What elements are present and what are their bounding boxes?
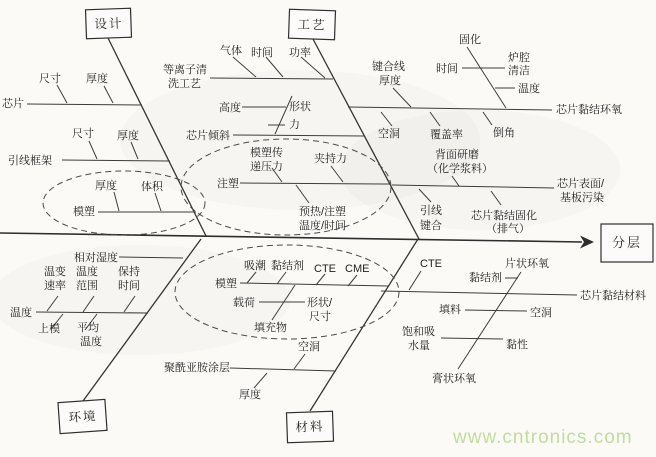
label-power: 功率 — [289, 47, 311, 59]
label-injection: 注塑 — [217, 178, 239, 190]
label-pi-thickness: 厚度 — [239, 389, 261, 401]
label-leadframe-size: 尺寸 — [72, 128, 94, 140]
label-saturation-1: 饱和吸 — [402, 326, 435, 338]
label-leadframe: 引线框架 — [8, 155, 52, 167]
material-box — [286, 411, 333, 443]
label-chip-size: 尺寸 — [39, 73, 61, 85]
label-ramp-2: 速率 — [44, 280, 66, 292]
label-saturation-2: 水量 — [408, 340, 430, 352]
label-height: 高度 — [219, 102, 241, 114]
label-filler-material: 填充物 — [254, 322, 287, 334]
label-wirebond-2: 键合 — [420, 220, 442, 232]
label-furnace-2: 清洁 — [508, 65, 530, 77]
label-furnace-1: 炉腔 — [508, 52, 530, 64]
label-epoxy: 芯片黏结环氧 — [556, 104, 622, 116]
label-humidity: 相对湿度 — [74, 252, 118, 264]
label-molding-volume: 体积 — [141, 181, 163, 193]
label-time: 时间 — [251, 47, 273, 59]
label-bondwire-1: 键合线 — [372, 61, 405, 73]
label-design-molding: 模塑 — [73, 206, 95, 218]
effect-label: 分层 — [611, 235, 643, 250]
label-da-void: 空洞 — [530, 307, 552, 319]
label-wirebond-1: 引线 — [420, 205, 442, 217]
label-epoxy-void: 空洞 — [378, 128, 400, 140]
label-range-2: 范围 — [76, 280, 98, 292]
label-backgrind-1: 背面研磨 — [435, 149, 479, 161]
material-box-label: 材料 — [295, 419, 325, 435]
label-ramp-1: 温变 — [44, 266, 66, 278]
label-sheet-epoxy: 片状环氧 — [505, 258, 549, 270]
label-hold-2: 时间 — [118, 280, 140, 292]
label-cure-time: 时间 — [436, 63, 458, 75]
label-preheat-2: 温度/时间 — [299, 220, 347, 232]
label-shape-size-1: 形状/ — [307, 297, 333, 309]
label-cme: CME — [345, 263, 370, 275]
label-chip-thickness: 厚度 — [86, 73, 108, 85]
label-plasma-1: 等离子清 — [163, 64, 207, 76]
label-contamination-1: 芯片表面/ — [557, 178, 605, 190]
label-shape: 形状 — [289, 101, 311, 113]
label-avg-1: 平均 — [77, 322, 99, 334]
label-da-adhesive: 黏结剂 — [469, 272, 502, 284]
label-viscosity: 黏性 — [506, 339, 528, 351]
label-cure: 固化 — [459, 34, 481, 46]
label-shape-size-2: 尺寸 — [309, 311, 331, 323]
design-box-label: 设计 — [94, 16, 124, 32]
label-mat-adhesive: 黏结剂 — [271, 260, 304, 272]
label-coverage: 覆盖率 — [430, 129, 463, 141]
label-hold-1: 保持 — [118, 266, 140, 278]
environment-box-label: 环境 — [68, 408, 98, 425]
label-polyimide: 聚酰亚胺涂层 — [164, 362, 230, 374]
label-chip-tilt: 芯片倾斜 — [186, 130, 230, 142]
label-env-temp: 温度 — [10, 307, 32, 319]
process-box — [289, 9, 336, 40]
process-box-label: 工艺 — [297, 17, 327, 33]
label-contamination-2: 基板污染 — [560, 192, 604, 204]
label-chip: 芯片 — [2, 98, 24, 110]
label-gas: 气体 — [220, 45, 242, 57]
label-clamp-force: 夹持力 — [314, 153, 347, 165]
label-force: 力 — [289, 119, 300, 131]
label-da-cte: CTE — [420, 258, 442, 270]
label-transfer-1: 模塑传 — [250, 147, 283, 159]
label-chamfer: 倒角 — [493, 127, 515, 139]
label-bondwire-2: 厚度 — [379, 75, 401, 87]
label-moisture: 吸潮 — [244, 260, 266, 272]
label-leadframe-thickness: 厚度 — [117, 130, 139, 142]
label-paste-epoxy: 膏状环氧 — [432, 373, 476, 385]
label-mat-cte: CTE — [314, 263, 336, 275]
label-upper-mold: 上模 — [38, 323, 60, 335]
label-cure-temp: 温度 — [518, 83, 540, 95]
label-plasma-2: 洗工艺 — [168, 78, 201, 90]
label-molding-thickness: 厚度 — [95, 180, 117, 192]
label-pi-void: 空洞 — [298, 341, 320, 353]
environment-box — [58, 399, 107, 433]
label-range-1: 温度 — [76, 266, 98, 278]
watermark: www.cntronics.com — [453, 427, 633, 448]
label-dacure-1: 芯片黏结固化 — [471, 210, 537, 222]
label-dacure-2: （排气） — [486, 223, 530, 235]
label-load: 载荷 — [233, 297, 255, 309]
label-mat-molding: 模塑 — [215, 278, 237, 290]
label-preheat-1: 预热/注塑 — [299, 206, 347, 218]
design-box — [86, 8, 132, 39]
label-da-filler: 填料 — [439, 304, 461, 316]
label-da-material: 芯片黏结材料 — [580, 290, 646, 302]
label-backgrind-2: （化学浆料） — [427, 163, 493, 175]
label-avg-2: 温度 — [80, 336, 102, 348]
label-transfer-2: 递压力 — [250, 161, 283, 173]
